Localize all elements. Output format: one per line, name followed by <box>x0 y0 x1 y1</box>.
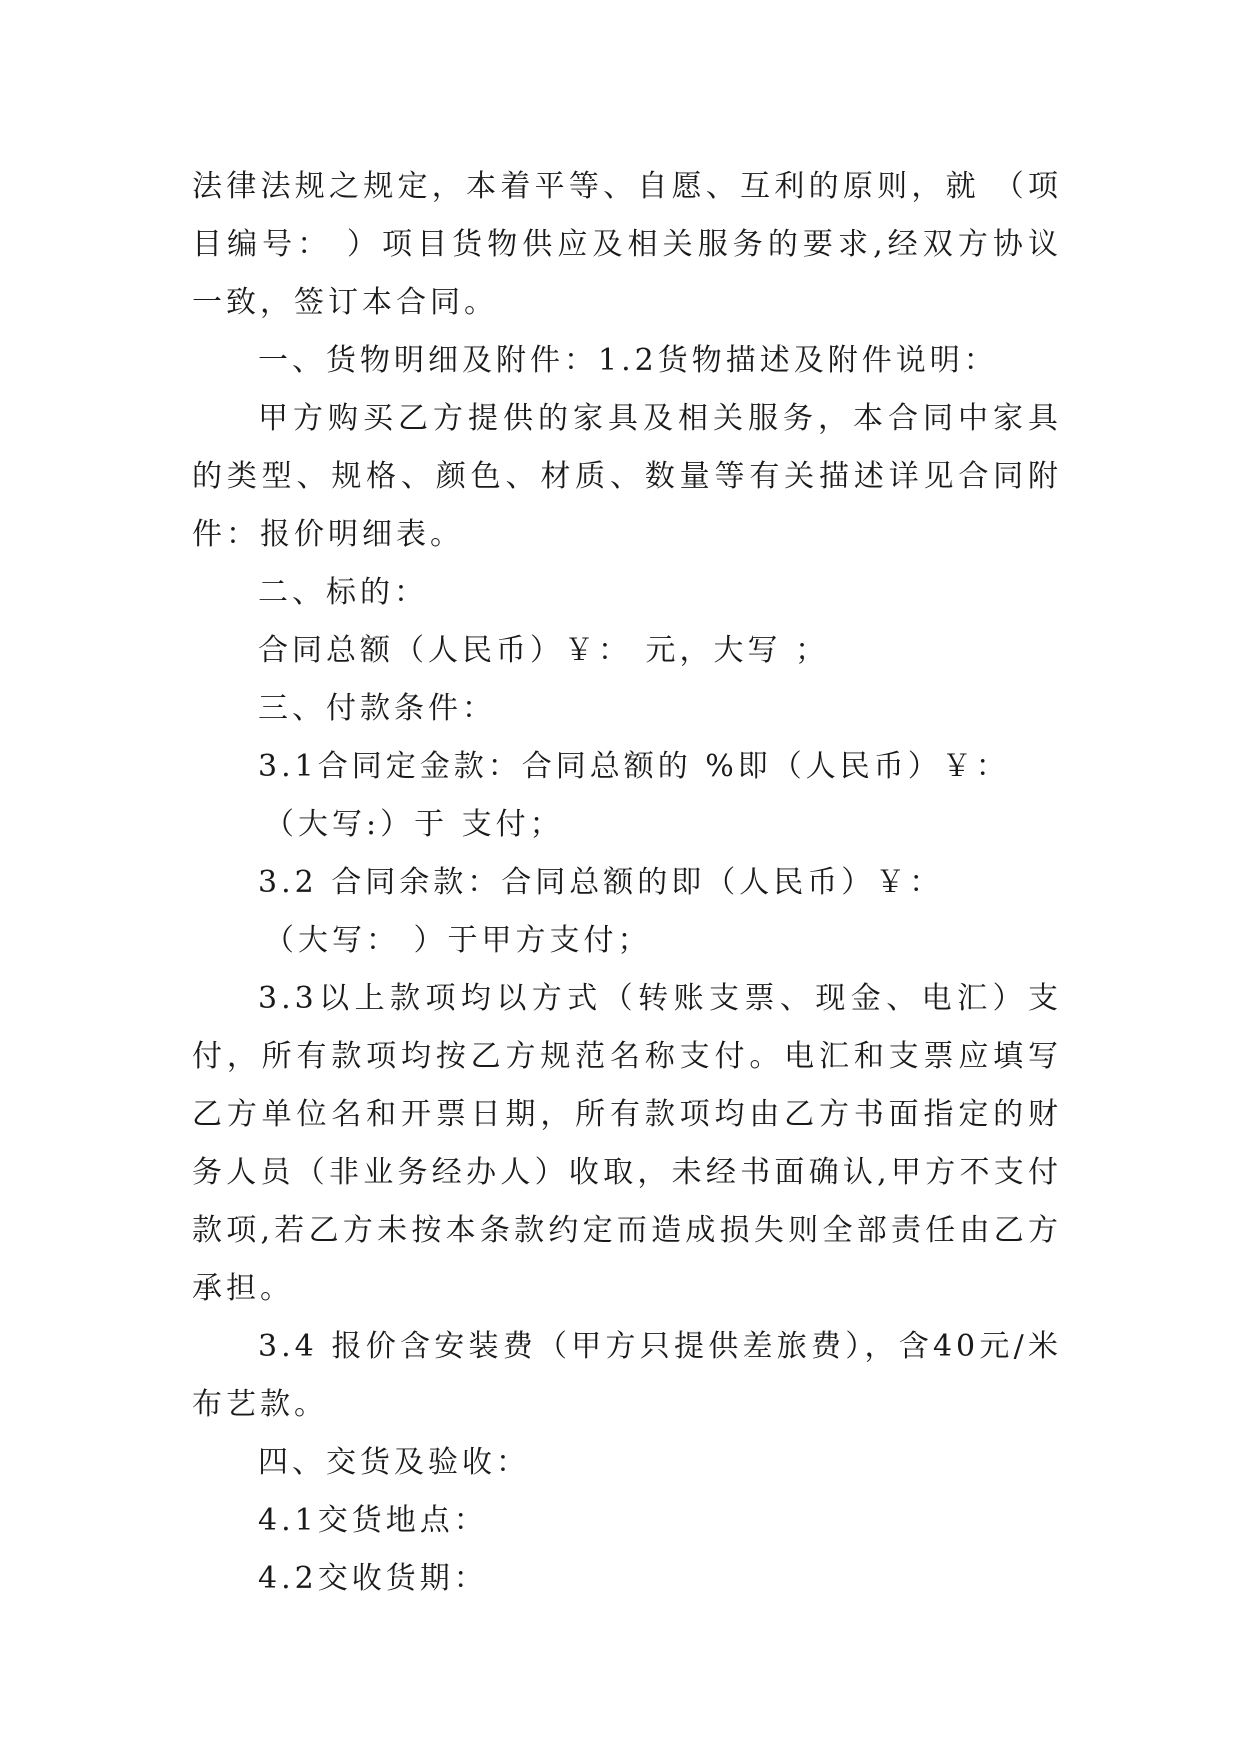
clause-3-3: 3.3以上款项均以方式（转账支票、现金、电汇）支付，所有款项均按乙方规范名称支付。电汇和支票应填写乙方单位名和开票日期，所有款项均由乙方书面指定的财务人员（非业务经办人）收取，未经书面确认,甲方不支付款项,若乙方未按本条款约定而造成损失则全部责任由乙方承担。 <box>192 981 1062 1306</box>
paragraph-contract-total: 合同总额（人民币）￥： 元，大写 ； <box>258 633 830 668</box>
document-page <box>192 158 1062 1608</box>
heading-payment-terms: 三、付款条件： <box>258 691 496 726</box>
paragraph-goods-description: 甲方购买乙方提供的家具及相关服务，本合同中家具的类型、规格、颜色、材质、数量等有关描述详见合同附件：报价明细表。 <box>192 401 1062 552</box>
heading-subject-matter: 二、标的： <box>258 575 428 610</box>
paragraph-preamble: 法律法规之规定，本着平等、自愿、互利的原则，就 （项目编号： ）项目货物供应及相关服务的要求,经双方协议一致，签订本合同。 <box>192 169 1062 320</box>
clause-3-1: 3.1合同定金款：合同总额的 %即（人民币）￥： <box>258 749 1010 784</box>
clause-4-1: 4.1交货地点： <box>258 1503 488 1538</box>
heading-delivery-acceptance: 四、交货及验收： <box>258 1445 530 1480</box>
heading-goods-details: 一、货物明细及附件：1.2货物描述及附件说明： <box>258 343 998 378</box>
clause-4-2: 4.2交收货期： <box>258 1561 488 1596</box>
clause-3-1-amount: （大写:）于 支付； <box>264 807 564 842</box>
clause-3-2-amount: （大写： ）于甲方支付； <box>264 923 652 958</box>
clause-3-4: 3.4 报价含安装费（甲方只提供差旅费），含40元/米布艺款。 <box>192 1329 1062 1422</box>
clause-3-2: 3.2 合同余款：合同总额的即（人民币）￥： <box>258 865 944 900</box>
